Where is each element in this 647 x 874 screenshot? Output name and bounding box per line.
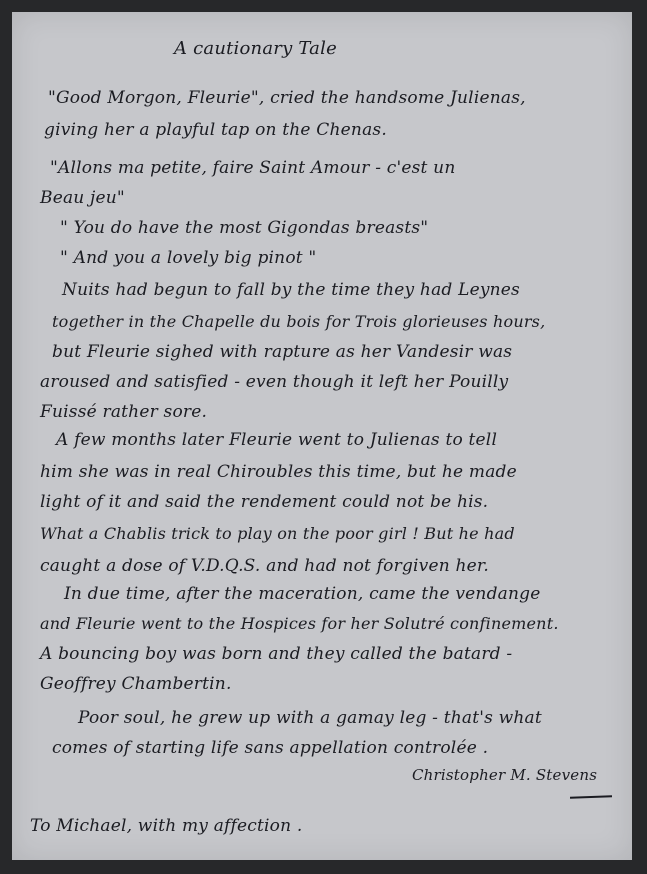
- letter-line: and Fleurie went to the Hospices for her Solutré confinement.: [40, 614, 559, 633]
- letter-line: light of it and said the rendement could not be his.: [40, 492, 489, 512]
- letter-line: aroused and satisfied - even though it left her Pouilly: [40, 372, 509, 392]
- letter-line: Beau jeu": [40, 188, 125, 208]
- letter-line: "Allons ma petite, faire Saint Amour - c'est un: [50, 158, 456, 178]
- letter-line: Fuissé rather sore.: [40, 402, 208, 422]
- letter-line: Poor soul, he grew up with a gamay leg - that's what: [78, 708, 542, 728]
- letter-line: Nuits had begun to fall by the time they had Leynes: [62, 280, 520, 300]
- letter-line: him she was in real Chiroubles this time, but he made: [40, 462, 517, 482]
- letter-line: " And you a lovely big pinot ": [60, 248, 317, 268]
- letter-title: A cautionary Tale: [174, 38, 337, 59]
- letter-line: caught a dose of V.D.Q.S. and had not forgiven her.: [40, 556, 489, 576]
- letter-line: What a Chablis trick to play on the poor girl ! But he had: [40, 524, 515, 543]
- letter-line: Geoffrey Chambertin.: [40, 674, 232, 694]
- letter-line: giving her a playful tap on the Chenas.: [44, 120, 387, 140]
- letter-line: comes of starting life sans appellation controlée .: [52, 738, 489, 758]
- letter-line: but Fleurie sighed with rapture as her Vandesir was: [52, 342, 513, 362]
- letter-line: " You do have the most Gigondas breasts": [60, 218, 429, 238]
- letter-line: together in the Chapelle du bois for Trois glorieuses hours,: [52, 312, 546, 331]
- letter-line: "Good Morgon, Fleurie", cried the handsome Julienas,: [48, 88, 526, 108]
- letter-line: A few months later Fleurie went to Julienas to tell: [56, 430, 498, 450]
- signature-underline: [570, 795, 612, 798]
- letter-line: In due time, after the maceration, came the vendange: [64, 584, 541, 604]
- signature: Christopher M. Stevens: [412, 766, 598, 784]
- letter-line: A bouncing boy was born and they called the batard -: [40, 644, 513, 664]
- dedication: To Michael, with my affection .: [30, 816, 303, 836]
- handwritten-letter: [12, 12, 632, 860]
